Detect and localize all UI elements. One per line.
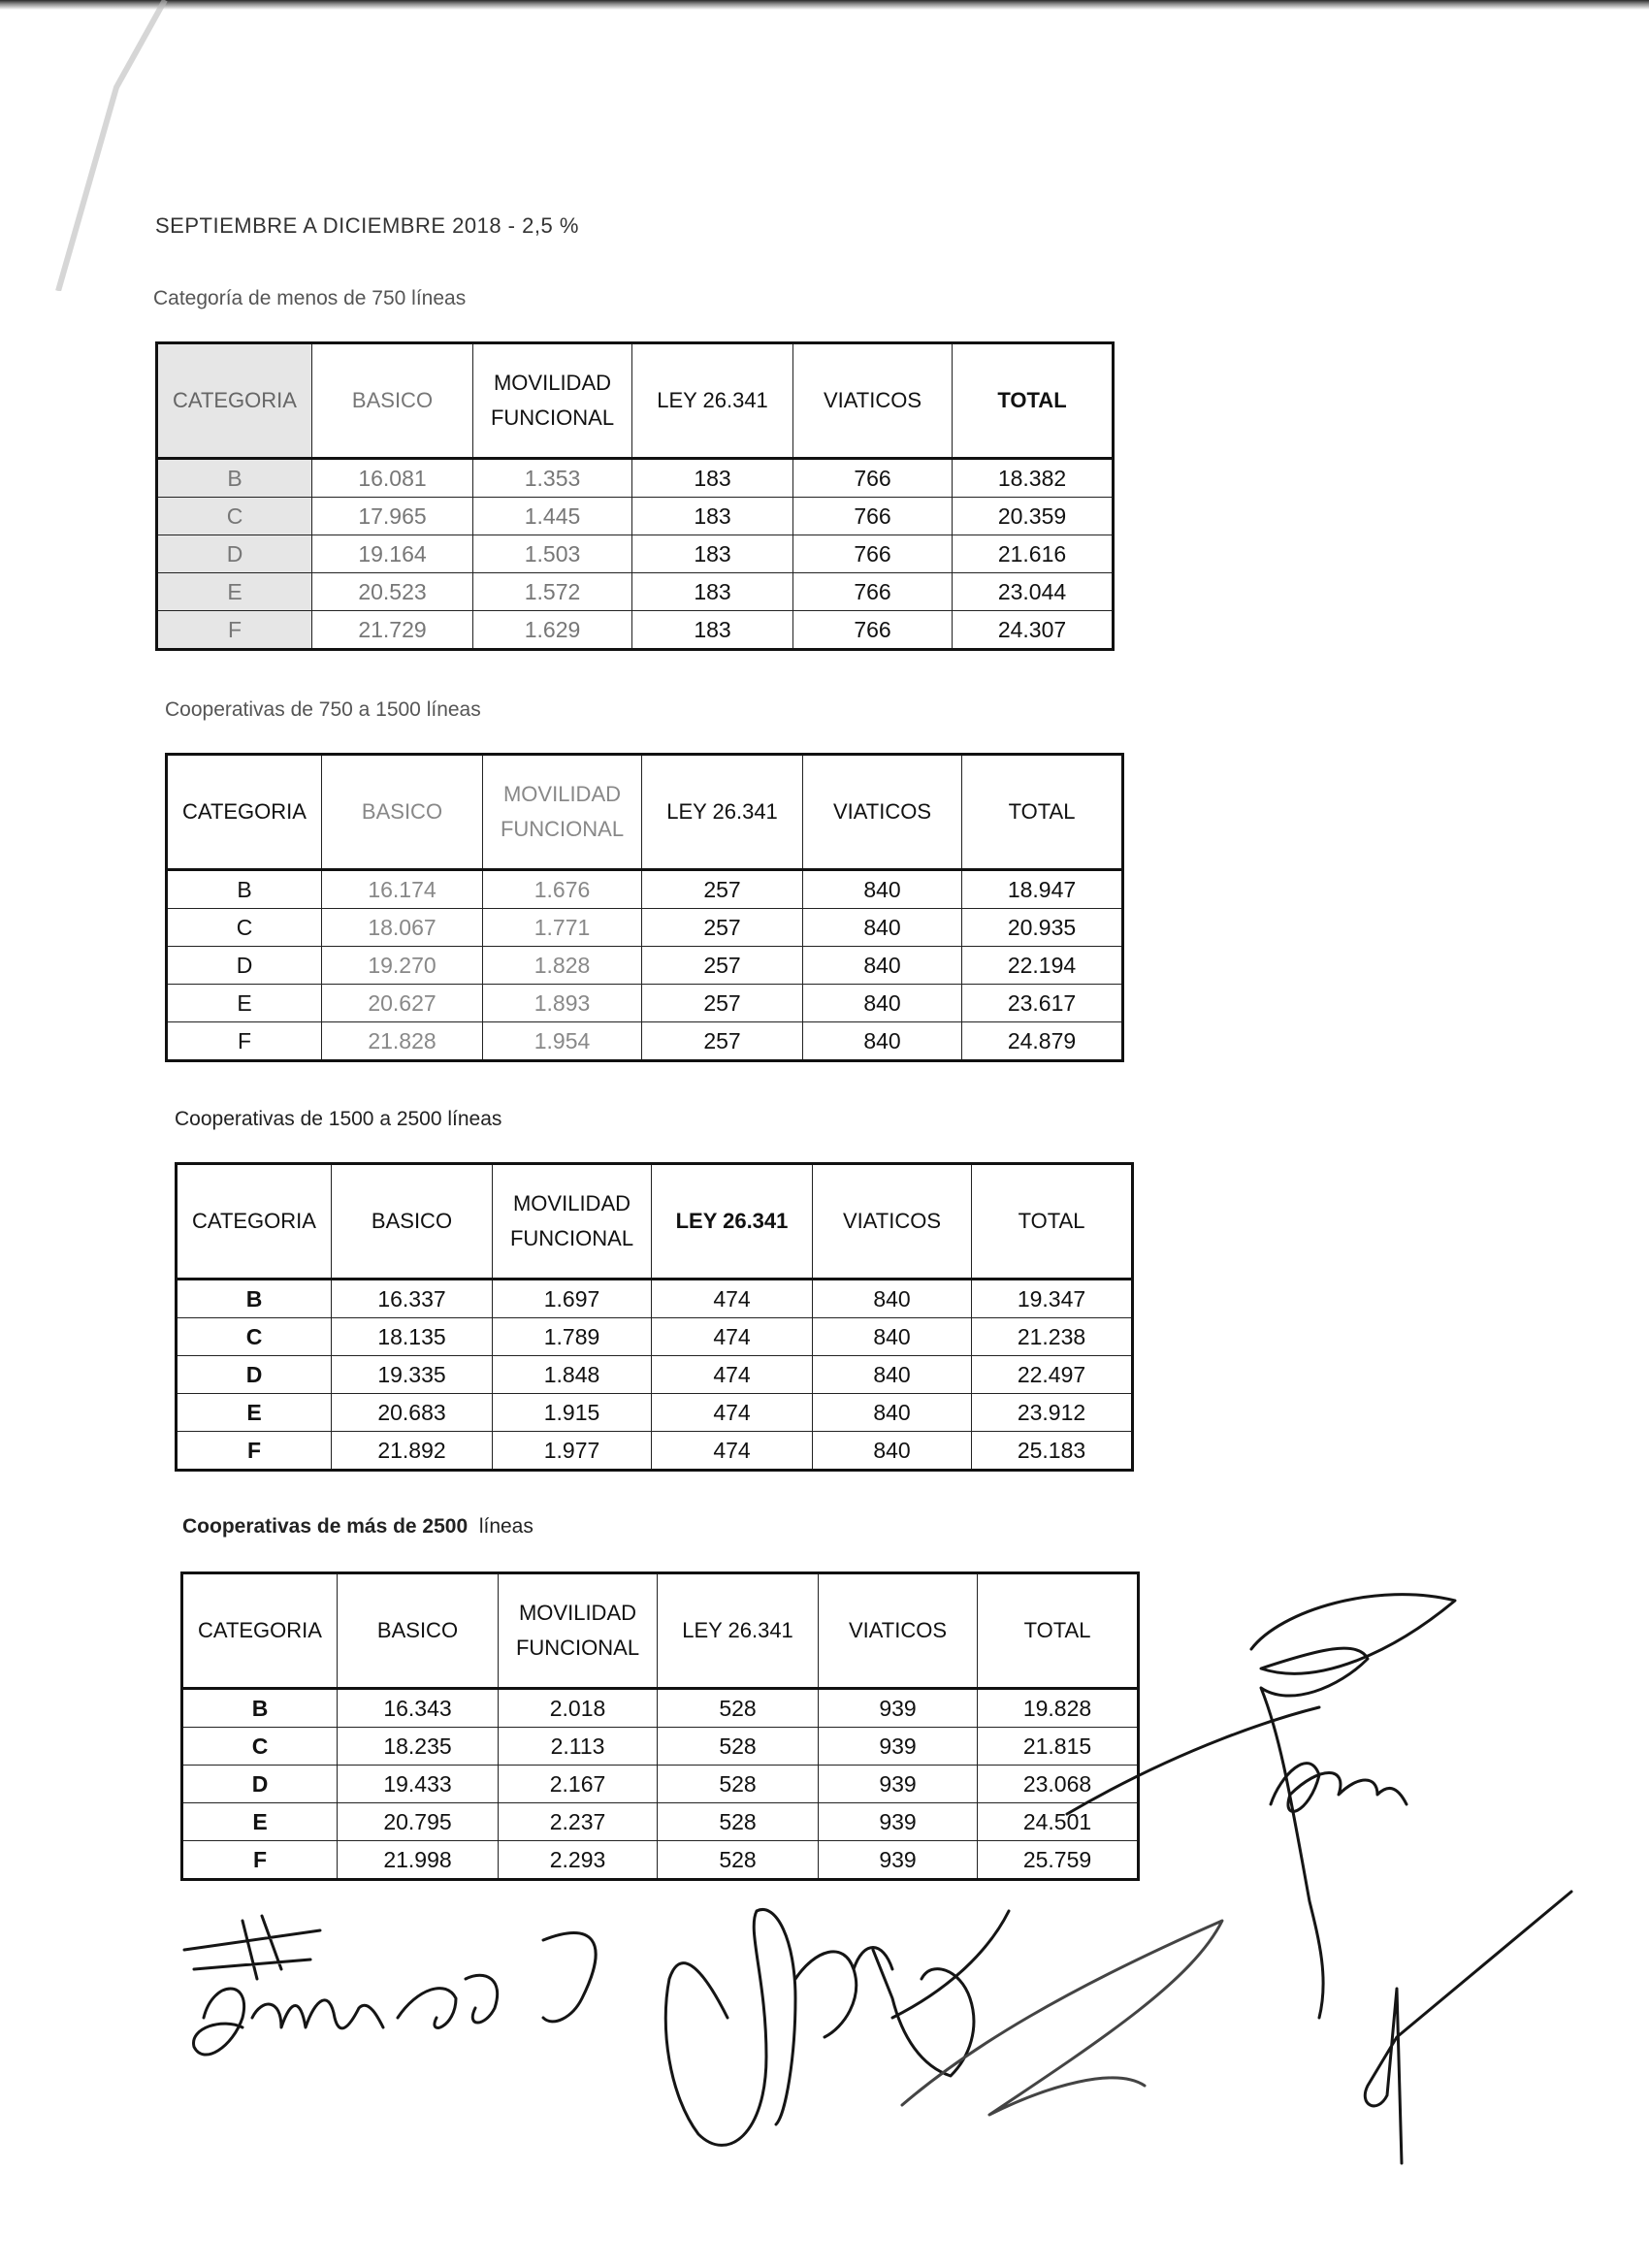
cell-ley: 257: [642, 947, 803, 985]
cell-movilidad: 1.697: [493, 1280, 652, 1318]
signature-middle-stroke: [892, 1911, 1009, 2018]
header-categoria: CATEGORIA: [167, 755, 322, 870]
cell-ley: 474: [652, 1432, 813, 1471]
cell-ley: 528: [658, 1766, 819, 1803]
cell-total: 23.617: [962, 985, 1123, 1022]
cell-total: 24.501: [978, 1803, 1139, 1841]
cell-basico: 18.235: [338, 1728, 499, 1766]
cell-basico: 19.335: [332, 1356, 493, 1394]
cell-ley: 183: [632, 535, 793, 573]
header-basico: BASICO: [322, 755, 483, 870]
cell-viaticos: 840: [813, 1432, 972, 1471]
header-basico: BASICO: [312, 343, 473, 459]
cell-basico: 16.337: [332, 1280, 493, 1318]
cell-total: 23.044: [953, 573, 1114, 611]
cell-movilidad: 1.848: [493, 1356, 652, 1394]
table-row: [167, 1022, 1123, 1061]
section-title-3: Cooperativas de 1500 a 2500 líneas: [175, 1108, 502, 1130]
cell-viaticos: 840: [813, 1318, 972, 1356]
cell-movilidad: 2.293: [499, 1841, 658, 1880]
cell-total: 24.307: [953, 611, 1114, 650]
header-ley: LEY 26.341: [632, 343, 793, 459]
cell-viaticos: 939: [819, 1841, 978, 1880]
cell-movilidad: 1.893: [483, 985, 642, 1022]
header-ley: LEY 26.341: [642, 755, 803, 870]
header-viaticos: VIATICOS: [803, 755, 962, 870]
signature-right-upper: [1251, 1595, 1455, 2018]
cell-ley: 474: [652, 1280, 813, 1318]
cell-categoria: F: [167, 1022, 322, 1061]
cell-viaticos: 766: [793, 459, 953, 498]
table-row: [182, 1803, 1139, 1841]
cell-ley: 183: [632, 498, 793, 535]
cell-movilidad: 2.018: [499, 1689, 658, 1728]
header-ley: LEY 26.341: [658, 1573, 819, 1689]
cell-basico: 19.164: [312, 535, 473, 573]
salary-table-1: [155, 341, 1115, 651]
salary-table-2: [165, 753, 1124, 1062]
signature-left: [184, 1916, 596, 2055]
section-title-4-bold: Cooperativas de más de 2500: [182, 1515, 469, 1538]
cell-total: 21.238: [972, 1318, 1133, 1356]
header-total: TOTAL: [978, 1573, 1139, 1689]
cell-total: 25.759: [978, 1841, 1139, 1880]
cell-categoria: B: [157, 459, 312, 498]
cell-total: 22.497: [972, 1356, 1133, 1394]
cell-ley: 528: [658, 1841, 819, 1880]
signature-far-right: [1365, 1892, 1571, 2163]
cell-ley: 183: [632, 459, 793, 498]
table-row: [167, 870, 1123, 909]
cell-total: 22.194: [962, 947, 1123, 985]
cell-categoria: B: [182, 1689, 338, 1728]
header-movilidad-funcional: MOVILIDAD FUNCIONAL: [499, 1573, 658, 1689]
table-row: [182, 1689, 1139, 1728]
cell-ley: 474: [652, 1356, 813, 1394]
table-row: [157, 459, 1114, 498]
cell-ley: 474: [652, 1318, 813, 1356]
page-heading: SEPTIEMBRE A DICIEMBRE 2018 - 2,5 %: [155, 213, 579, 238]
table-row: [182, 1841, 1139, 1880]
cell-total: 23.068: [978, 1766, 1139, 1803]
header-categoria: CATEGORIA: [182, 1573, 338, 1689]
table-row: [157, 535, 1114, 573]
header-movilidad-funcional: MOVILIDAD FUNCIONAL: [493, 1164, 652, 1280]
header-categoria: CATEGORIA: [177, 1164, 332, 1280]
cell-viaticos: 840: [813, 1394, 972, 1432]
cell-viaticos: 766: [793, 611, 953, 650]
cell-movilidad: 1.977: [493, 1432, 652, 1471]
table-row: [177, 1394, 1133, 1432]
cell-ley: 528: [658, 1803, 819, 1841]
cell-viaticos: 840: [803, 909, 962, 947]
cell-basico: 20.523: [312, 573, 473, 611]
table-header-row: [182, 1573, 1139, 1689]
cell-basico: 21.828: [322, 1022, 483, 1061]
section-title-2: Cooperativas de 750 a 1500 líneas: [165, 698, 481, 721]
cell-viaticos: 840: [813, 1280, 972, 1318]
cell-viaticos: 939: [819, 1803, 978, 1841]
table-row: [182, 1728, 1139, 1766]
cell-total: 19.828: [978, 1689, 1139, 1728]
cell-categoria: E: [167, 985, 322, 1022]
cell-categoria: B: [177, 1280, 332, 1318]
cell-categoria: D: [182, 1766, 338, 1803]
cell-basico: 21.998: [338, 1841, 499, 1880]
cell-categoria: B: [167, 870, 322, 909]
table-row: [177, 1280, 1133, 1318]
table-row: [157, 498, 1114, 535]
table-row: [177, 1432, 1133, 1471]
cell-viaticos: 840: [803, 985, 962, 1022]
table-row: [182, 1766, 1139, 1803]
cell-categoria: C: [167, 909, 322, 947]
table-header-row: [177, 1164, 1133, 1280]
cell-basico: 16.174: [322, 870, 483, 909]
cell-movilidad: 1.572: [473, 573, 632, 611]
header-categoria: CATEGORIA: [157, 343, 312, 459]
cell-movilidad: 1.353: [473, 459, 632, 498]
cell-categoria: D: [167, 947, 322, 985]
cell-basico: 16.343: [338, 1689, 499, 1728]
cell-ley: 257: [642, 985, 803, 1022]
cell-total: 23.912: [972, 1394, 1133, 1432]
header-ley: LEY 26.341: [652, 1164, 813, 1280]
header-basico: BASICO: [338, 1573, 499, 1689]
table-row: [167, 947, 1123, 985]
cell-total: 21.616: [953, 535, 1114, 573]
cell-basico: 17.965: [312, 498, 473, 535]
table-row: [167, 985, 1123, 1022]
cell-categoria: C: [177, 1318, 332, 1356]
cell-movilidad: 2.113: [499, 1728, 658, 1766]
cell-ley: 257: [642, 909, 803, 947]
cell-ley: 528: [658, 1689, 819, 1728]
cell-viaticos: 766: [793, 573, 953, 611]
cell-viaticos: 766: [793, 535, 953, 573]
cell-movilidad: 1.828: [483, 947, 642, 985]
cell-viaticos: 939: [819, 1728, 978, 1766]
cell-total: 20.935: [962, 909, 1123, 947]
cell-movilidad: 1.629: [473, 611, 632, 650]
cell-viaticos: 840: [803, 1022, 962, 1061]
header-movilidad-funcional: MOVILIDAD FUNCIONAL: [483, 755, 642, 870]
cell-ley: 257: [642, 1022, 803, 1061]
cell-basico: 19.433: [338, 1766, 499, 1803]
cell-basico: 18.135: [332, 1318, 493, 1356]
cell-total: 24.879: [962, 1022, 1123, 1061]
header-viaticos: VIATICOS: [819, 1573, 978, 1689]
cell-movilidad: 1.915: [493, 1394, 652, 1432]
cell-categoria: E: [157, 573, 312, 611]
header-total: TOTAL: [962, 755, 1123, 870]
cell-total: 25.183: [972, 1432, 1133, 1471]
cell-movilidad: 2.167: [499, 1766, 658, 1803]
header-total: TOTAL: [972, 1164, 1133, 1280]
cell-ley: 183: [632, 611, 793, 650]
section-title-1: Categoría de menos de 750 líneas: [153, 287, 467, 309]
cell-basico: 20.795: [338, 1803, 499, 1841]
table-row: [157, 573, 1114, 611]
cell-categoria: D: [157, 535, 312, 573]
cell-basico: 18.067: [322, 909, 483, 947]
section-title-4: [182, 1515, 534, 1539]
cell-categoria: F: [157, 611, 312, 650]
cell-ley: 257: [642, 870, 803, 909]
table-row: [157, 611, 1114, 650]
salary-table-3: [175, 1162, 1134, 1472]
signature-middle: [665, 1909, 974, 2145]
cell-movilidad: 1.503: [473, 535, 632, 573]
header-viaticos: VIATICOS: [793, 343, 953, 459]
header-viaticos: VIATICOS: [813, 1164, 972, 1280]
scan-edge: [0, 0, 1649, 10]
cell-categoria: E: [182, 1803, 338, 1841]
cell-total: 21.815: [978, 1728, 1139, 1766]
salary-table-4: [180, 1571, 1140, 1881]
cell-categoria: C: [182, 1728, 338, 1766]
cell-categoria: F: [182, 1841, 338, 1880]
cell-total: 18.382: [953, 459, 1114, 498]
cell-ley: 183: [632, 573, 793, 611]
cell-categoria: C: [157, 498, 312, 535]
cell-total: 18.947: [962, 870, 1123, 909]
cell-total: 19.347: [972, 1280, 1133, 1318]
cell-total: 20.359: [953, 498, 1114, 535]
cell-movilidad: 1.445: [473, 498, 632, 535]
cell-viaticos: 840: [813, 1356, 972, 1394]
cell-movilidad: 1.789: [493, 1318, 652, 1356]
cell-movilidad: 1.771: [483, 909, 642, 947]
cell-movilidad: 2.237: [499, 1803, 658, 1841]
table-row: [177, 1318, 1133, 1356]
cell-categoria: D: [177, 1356, 332, 1394]
cell-viaticos: 840: [803, 947, 962, 985]
header-basico: BASICO: [332, 1164, 493, 1280]
cell-movilidad: 1.954: [483, 1022, 642, 1061]
cell-ley: 528: [658, 1728, 819, 1766]
cell-basico: 16.081: [312, 459, 473, 498]
cell-viaticos: 939: [819, 1689, 978, 1728]
table-row: [167, 909, 1123, 947]
cell-movilidad: 1.676: [483, 870, 642, 909]
header-movilidad-funcional: MOVILIDAD FUNCIONAL: [473, 343, 632, 459]
cell-basico: 20.683: [332, 1394, 493, 1432]
cell-categoria: F: [177, 1432, 332, 1471]
scan-shadow: [0, 0, 194, 291]
cell-viaticos: 840: [803, 870, 962, 909]
header-total: TOTAL: [953, 343, 1114, 459]
section-title-4-tail: líneas: [468, 1515, 534, 1538]
table-header-row: [167, 755, 1123, 870]
cell-basico: 20.627: [322, 985, 483, 1022]
cell-viaticos: 766: [793, 498, 953, 535]
cell-categoria: E: [177, 1394, 332, 1432]
cell-viaticos: 939: [819, 1766, 978, 1803]
signature-lower-right: [902, 1921, 1222, 2115]
cell-ley: 474: [652, 1394, 813, 1432]
signature-right-scrawl: [1271, 1764, 1406, 1812]
table-row: [177, 1356, 1133, 1394]
table-header-row: [157, 343, 1114, 459]
cell-basico: 21.729: [312, 611, 473, 650]
cell-basico: 21.892: [332, 1432, 493, 1471]
cell-basico: 19.270: [322, 947, 483, 985]
